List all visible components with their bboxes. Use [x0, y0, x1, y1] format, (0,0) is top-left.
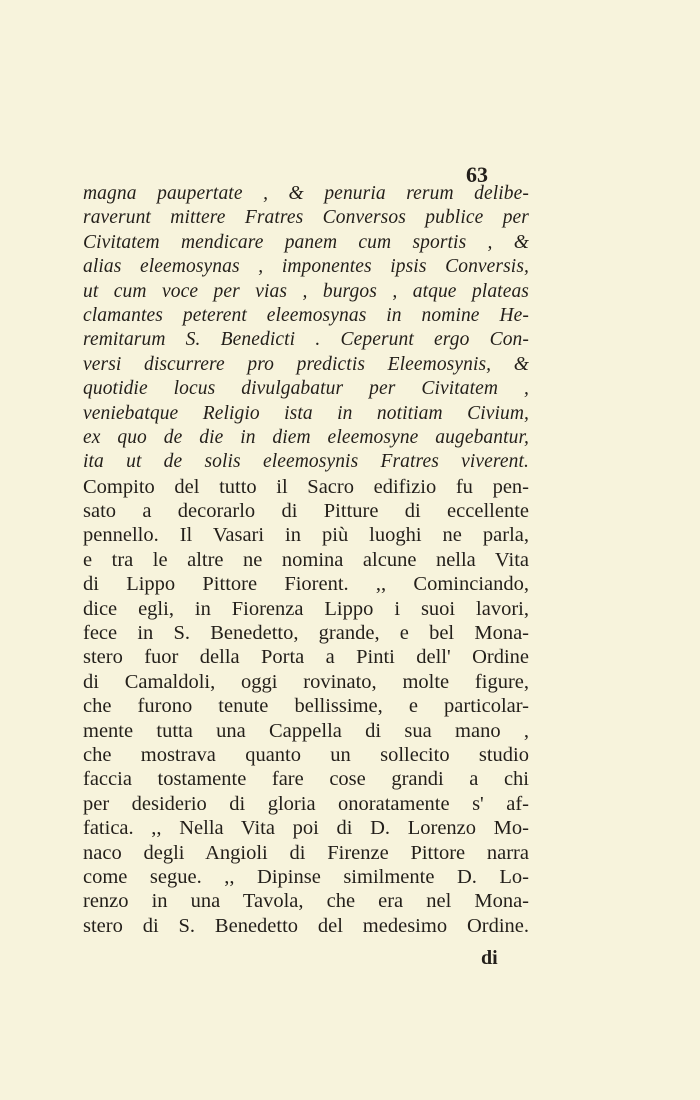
italian-text-line: sato a decorarlo di Pitture di eccellente: [83, 500, 529, 523]
italian-text-line: fece in S. Benedetto, grande, e bel Mona-: [83, 622, 529, 645]
latin-quote-line: clamantes peterent eleemosynas in nomine He-: [83, 304, 529, 326]
body-text: [83, 182, 529, 938]
latin-quote-line: ut cum voce per vias , burgos , atque plateas: [83, 280, 529, 302]
italian-text-line: faccia tostamente fare cose grandi a chi: [83, 768, 529, 791]
italian-text-line: dice egli, in Fiorenza Lippo i suoi lavori,: [83, 597, 529, 620]
latin-quote-line: veniebatque Religio ista in notitiam Civium,: [83, 402, 529, 424]
italian-text-line: di Lippo Pittore Fiorent. ,, Cominciando,: [83, 573, 529, 596]
latin-quote-line: magna paupertate , & penuria rerum delibe-: [83, 183, 529, 204]
italian-text-line: pennello. Il Vasari in più luoghi ne parla,: [83, 524, 529, 547]
latin-quote-line: versi discurrere pro predictis Eleemosynis, &: [83, 353, 529, 375]
latin-quote-line: remitarum S. Benedicti . Ceperunt ergo Con-: [83, 329, 529, 351]
italian-text-line: naco degli Angioli di Firenze Pittore narra: [83, 841, 529, 864]
latin-quote-line: ita ut de solis eleemosynis Fratres viverent.: [83, 451, 529, 473]
italian-text-line: mente tutta una Cappella di sua mano ,: [83, 719, 529, 742]
italian-text-line: che mostrava quanto un sollecito studio: [83, 743, 529, 766]
italian-text-line: per desiderio di gloria onoratamente s' af-: [83, 792, 529, 815]
italian-text-line: Compito del tutto il Sacro edifizio fu pen-: [83, 475, 529, 498]
italian-text-line: renzo in una Tavola, che era nel Mona-: [83, 890, 529, 913]
latin-quote-line: quotidie locus divulgabatur per Civitatem ,: [83, 378, 529, 400]
latin-quote-line: Civitatem mendicare panem cum sportis , &: [83, 231, 529, 253]
italian-text-line: come segue. ,, Dipinse similmente D. Lo-: [83, 865, 529, 888]
italian-text-line: che furono tenute bellissime, e particolar-: [83, 695, 529, 718]
page-number: 63: [466, 162, 488, 187]
catchword: di: [481, 947, 498, 969]
italian-text-line: stero fuor della Porta a Pinti dell' Ordine: [83, 646, 529, 669]
italian-text-line: e tra le altre ne nomina alcune nella Vita: [83, 548, 529, 571]
latin-quote-line: raverunt mittere Fratres Conversos publice per: [83, 207, 529, 229]
latin-quote-line: ex quo de die in diem eleemosyne augebantur,: [83, 426, 529, 448]
latin-quote-line: alias eleemosynas , imponentes ipsis Conversis,: [83, 256, 529, 278]
italian-text-line: stero di S. Benedetto del medesimo Ordine.: [83, 914, 529, 937]
italian-text-line: fatica. ,, Nella Vita poi di D. Lorenzo Mo-: [83, 817, 529, 840]
italian-text-line: di Camaldoli, oggi rovinato, molte figure,: [83, 670, 529, 693]
